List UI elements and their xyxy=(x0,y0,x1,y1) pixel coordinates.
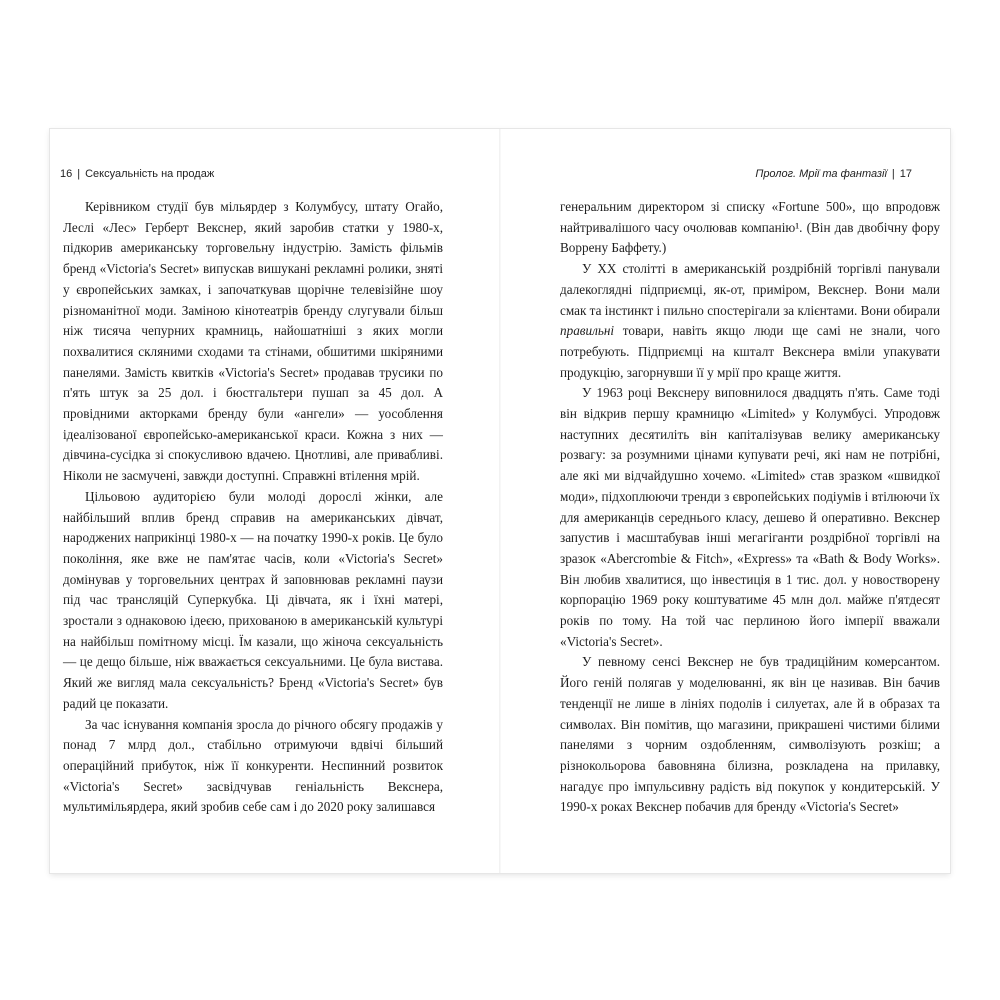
left-body-text xyxy=(63,197,443,818)
right-body-text xyxy=(560,197,940,818)
right-page xyxy=(500,129,950,873)
right-page-number: 17 xyxy=(899,168,912,180)
right-paragraph: генеральним директором зі списку «Fortune 500», що впродовж найтривалішого часу очолював компанію¹. (Він дав двобічну фору Воррену Баффету.) xyxy=(560,199,940,256)
left-paragraph: За час існування компанія зросла до річного обсягу продажів у понад 7 млрд дол., стабільно отримуючи вдвічі більший операційний прибуток, ніж її конкуренти. Неспинний розвиток «Victoria's Secret» засвідчував геніальність Векснера, мультимільярдера, який зробив себе сам і до 2020 року залишався xyxy=(63,716,443,815)
left-page xyxy=(50,129,500,873)
right-paragraph: У певному сенсі Векснер не був традиційним комерсантом. Його геній полягав у моделюванні, як він це називав. Він бачив тенденції не лише в лініях подолів і силуетах, але й в образах та символах. Він помітив, що магазини, прикрашені чистими білими панелями з чорним оздобленням, символізують розкіш; а різнокольорова бавовняна білизна, розкладена на прилавку, нагадує про імпульсивну радість від покупок у кондитерській. У 1990-х роках Векснер побачив для бренду «Victoria's Secret» xyxy=(560,654,940,815)
paragraph-text: У XX столітті в американській роздрібній торгівлі панували далекоглядні підприємці, як-от, приміром, Векснер. Вони мали смак та інстинкт і пильно спостерігали за клієнтами. Вони обирали xyxy=(560,261,940,318)
right-paragraph: У 1963 році Векснеру виповнилося двадцять п'ять. Саме тоді він відкрив першу крамницю «Limited» у Колумбусі. Упродовж наступних десятиліть він капіталізував велику американську розвагу: за розумними цінами купувати речі, які нам не потрібні, але які ми відчайдушно хочемо. «Limited» став зразком «швидкої моди», підхоплюючи тренди з європейських подіумів і втілюючи їх для американців середнього класу, дешево й оперативно. Векснер запустив і масштабував інші мегагіганти роздрібної торгівлі на зразок «Abercrombie & Fitch», «Express» та «Bath & Body Works». Він любив хвалитися, що інвестиція в 1 тис. дол. у новостворену корпорацію 1969 року коштуватиме 45 млн дол. майже п'ятдесят років по тому. На той час перлиною його імперії вважали «Victoria's Secret». xyxy=(560,385,940,649)
left-page-number: 16 xyxy=(60,168,73,180)
right-running-title: Пролог. Мрії та фантазії xyxy=(755,168,887,180)
right-paragraph xyxy=(560,259,940,383)
right-running-head xyxy=(755,168,912,180)
emphasized-word: правильні xyxy=(560,323,615,339)
left-paragraph: Керівником студії був мільярдер з Колумбусу, штату Огайо, Леслі «Лес» Герберт Векснер, який заробив статки у 1980-х, підкорив американську торговельну індустрію. Замість фільмів бренд «Victoria's Secret» випускав вишукані рекламні ролики, зняті у європейських замках, і започаткував щорічне телевізійне шоу різноманітної моди. Заміною кінотеатрів бренду слугували більш ніж тисяча чепурних крамниць, найошатніші з яких могли похвалитися скляними сходами та стінами, обшитими шкіряними панелями. Замість квитків «Victoria's Secret» продавав трусики по п'ять штук за 25 дол. і бюстгальтери пушап за 45 дол. А провідними акторками бренду були «ангели» — уособлення ідеалізованої європейсько-американської краси. Кожна з них — дівчина-сусідка зі спокусливою вдачею. Цнотливі, але привабливі. Ніколи не засмучені, завжди доступні. Справжні втілення мрій. xyxy=(63,199,443,484)
left-paragraph: Цільовою аудиторією були молоді дорослі жінки, але найбільший вплив бренд справив на американських дівчат, народжених наприкінці 1980-х — на початку 1990-х років. Це було покоління, яке вже не пам'ятає часів, коли «Victoria's Secret» домінував у торговельних центрах й заповнював рекламні паузи під час трансляцій Суперкубка. Ці дівчата, як і їхні матері, зростали з однаковою ідеєю, прихованою в американській культурі на найбільш помітному місці. Їм казали, що жіноча сексуальність — це дещо більше, ніж вважається сексуальними. Це була вистава. Який же вигляд мала сексуальність? Бренд «Victoria's Secret» був радий це показати. xyxy=(63,488,443,711)
left-running-title: Сексуальність на продаж xyxy=(85,168,215,180)
book-spread xyxy=(50,129,950,873)
running-head-separator: | xyxy=(77,168,81,180)
left-running-head xyxy=(60,168,214,180)
paragraph-text: товари, навіть якщо люди ще самі не знали, чого потребують. Підприємці на кшталт Векснера вміли упакувати продукцію, загорнувши її у мрії про краще життя. xyxy=(560,323,940,380)
running-head-separator: | xyxy=(891,168,895,180)
